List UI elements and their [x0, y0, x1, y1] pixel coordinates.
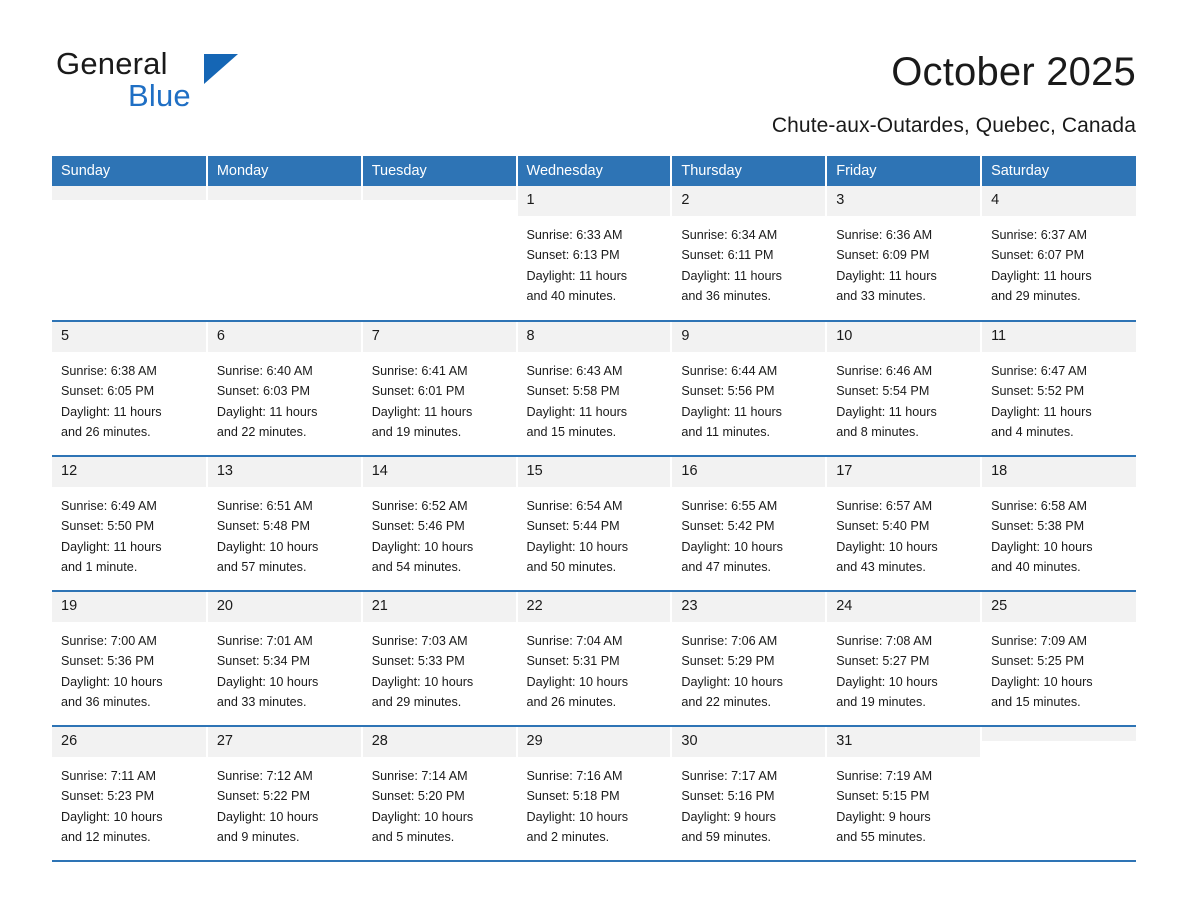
day-detail-line: Sunrise: 6:33 AM — [526, 227, 623, 242]
calendar-day-cell — [826, 456, 981, 591]
calendar-day-cell — [207, 726, 362, 861]
day-detail-line: and 40 minutes. — [991, 560, 1081, 575]
day-detail-line: Sunset: 5:52 PM — [991, 384, 1085, 399]
day-detail-line: Daylight: 10 hours — [681, 674, 783, 689]
day-detail-line: Sunrise: 6:51 AM — [216, 498, 313, 513]
weekday-header-row — [52, 156, 1136, 186]
calendar-day-cell — [981, 456, 1136, 591]
day-detail-line: Sunrise: 6:43 AM — [526, 363, 623, 378]
day-detail-line: and 19 minutes. — [836, 695, 926, 710]
calendar-day-cell — [826, 186, 981, 321]
day-detail-line: Sunrise: 6:52 AM — [371, 498, 468, 513]
calendar-day-cell — [207, 321, 362, 456]
calendar-cell-content — [672, 457, 825, 590]
day-detail-line: Sunset: 5:44 PM — [526, 519, 620, 534]
calendar-cell-content — [827, 457, 980, 590]
calendar-week-row — [52, 726, 1136, 861]
calendar-cell-content — [982, 727, 1136, 860]
day-number: 9 — [672, 322, 825, 352]
day-number: 26 — [52, 727, 206, 757]
day-detail-line: Daylight: 10 hours — [836, 674, 938, 689]
weekday-header-wednesday: Wednesday — [517, 156, 672, 186]
day-detail-line: Sunrise: 6:38 AM — [61, 363, 157, 378]
day-detail-line: and 50 minutes. — [526, 560, 617, 575]
day-detail-line: Sunrise: 6:37 AM — [991, 227, 1087, 242]
day-detail-line: Daylight: 10 hours — [991, 539, 1093, 554]
day-detail-line: Sunrise: 7:09 AM — [991, 633, 1087, 648]
day-detail-line: and 12 minutes. — [61, 830, 151, 845]
calendar-cell-content — [672, 727, 825, 860]
day-number — [363, 186, 516, 200]
calendar-day-cell — [207, 456, 362, 591]
day-detail-line: Sunset: 5:25 PM — [991, 654, 1085, 669]
day-details — [372, 766, 507, 848]
logo-text-blue: Blue — [128, 78, 191, 113]
day-number: 11 — [982, 322, 1136, 352]
day-detail-line: Sunrise: 6:49 AM — [61, 498, 157, 513]
day-detail-line: Daylight: 10 hours — [526, 809, 629, 824]
day-details — [527, 496, 662, 578]
calendar-day-cell — [981, 186, 1136, 321]
day-detail-line: Sunrise: 7:03 AM — [371, 633, 468, 648]
day-details — [61, 631, 197, 713]
calendar-body — [52, 186, 1136, 861]
day-details — [372, 631, 507, 713]
calendar-day-cell — [981, 321, 1136, 456]
day-detail-line: and 40 minutes. — [526, 289, 617, 304]
day-detail-line: and 43 minutes. — [836, 560, 926, 575]
day-detail-line: Sunrise: 7:14 AM — [371, 768, 468, 783]
day-detail-line: Daylight: 10 hours — [681, 539, 783, 554]
day-details — [61, 766, 197, 848]
calendar-cell-content — [208, 592, 361, 725]
day-detail-line: Daylight: 10 hours — [216, 539, 319, 554]
day-detail-line: Sunrise: 7:19 AM — [836, 768, 933, 783]
calendar-cell-empty — [52, 186, 207, 321]
day-number: 4 — [982, 186, 1136, 216]
calendar-day-cell — [362, 726, 517, 861]
day-number: 8 — [518, 322, 671, 352]
calendar-cell-content — [518, 457, 671, 590]
calendar-cell-content — [827, 186, 980, 320]
day-detail-line: Daylight: 10 hours — [61, 809, 163, 824]
day-number: 18 — [982, 457, 1136, 487]
day-number: 21 — [363, 592, 516, 622]
day-details — [991, 361, 1127, 443]
day-detail-line: Daylight: 10 hours — [371, 809, 474, 824]
day-details — [836, 225, 971, 307]
calendar-cell-empty — [362, 186, 517, 321]
day-detail-line: Sunset: 5:58 PM — [526, 384, 620, 399]
day-detail-line: Sunrise: 7:08 AM — [836, 633, 933, 648]
day-detail-line: and 29 minutes. — [991, 289, 1081, 304]
day-detail-line: Daylight: 11 hours — [61, 404, 162, 419]
day-detail-line: Sunrise: 6:36 AM — [836, 227, 933, 242]
day-number: 2 — [672, 186, 825, 216]
day-number: 6 — [208, 322, 361, 352]
day-detail-line: and 15 minutes. — [526, 425, 617, 440]
calendar-cell-content — [982, 592, 1136, 725]
day-number: 25 — [982, 592, 1136, 622]
day-detail-line: Sunset: 5:34 PM — [216, 654, 310, 669]
day-detail-line: and 22 minutes. — [216, 425, 307, 440]
calendar-cell-content — [827, 592, 980, 725]
page-header — [0, 0, 1188, 138]
day-detail-line: Sunset: 5:22 PM — [216, 789, 310, 804]
day-number: 17 — [827, 457, 980, 487]
day-detail-line: Daylight: 11 hours — [991, 268, 1092, 283]
day-detail-line: Daylight: 11 hours — [371, 404, 473, 419]
day-details — [836, 766, 971, 848]
title-block — [772, 48, 1136, 138]
calendar-cell-content — [518, 727, 671, 860]
day-detail-line: Sunrise: 6:58 AM — [991, 498, 1087, 513]
day-number: 31 — [827, 727, 980, 757]
day-detail-line: and 15 minutes. — [991, 695, 1081, 710]
day-details — [217, 766, 352, 848]
day-details — [527, 631, 662, 713]
day-detail-line: Sunset: 5:50 PM — [61, 519, 155, 534]
calendar-cell-empty — [207, 186, 362, 321]
day-number: 20 — [208, 592, 361, 622]
day-number: 24 — [827, 592, 980, 622]
day-detail-line: and 26 minutes. — [61, 425, 151, 440]
calendar-cell-content — [363, 592, 516, 725]
day-detail-line: Sunset: 5:40 PM — [836, 519, 930, 534]
day-details — [61, 361, 197, 443]
day-details — [527, 225, 662, 307]
day-number: 12 — [52, 457, 206, 487]
day-details — [61, 496, 197, 578]
day-detail-line: Sunset: 6:09 PM — [836, 248, 930, 263]
logo-triangle-icon — [204, 54, 238, 84]
day-number: 23 — [672, 592, 825, 622]
day-detail-line: Sunrise: 6:40 AM — [216, 363, 313, 378]
day-details — [372, 361, 507, 443]
calendar-day-cell — [362, 591, 517, 726]
day-number: 13 — [208, 457, 361, 487]
calendar-cell-content — [518, 322, 671, 455]
day-detail-line: Sunset: 6:01 PM — [371, 384, 465, 399]
day-detail-line: Sunset: 5:33 PM — [371, 654, 465, 669]
day-detail-line: Daylight: 11 hours — [526, 268, 628, 283]
day-detail-line: Daylight: 11 hours — [526, 404, 628, 419]
calendar-cell-content — [208, 727, 361, 860]
calendar-day-cell — [671, 321, 826, 456]
day-detail-line: Daylight: 11 hours — [836, 268, 937, 283]
day-detail-line: and 5 minutes. — [371, 830, 455, 845]
day-number — [52, 186, 206, 200]
day-detail-line: Sunset: 5:27 PM — [836, 654, 930, 669]
calendar-cell-empty — [981, 726, 1136, 861]
day-detail-line: Sunset: 5:29 PM — [681, 654, 775, 669]
day-detail-line: Sunset: 5:20 PM — [371, 789, 465, 804]
day-detail-line: and 2 minutes. — [526, 830, 610, 845]
day-detail-line: and 47 minutes. — [681, 560, 771, 575]
calendar-day-cell — [826, 591, 981, 726]
day-details — [681, 496, 816, 578]
day-detail-line: Sunset: 5:15 PM — [836, 789, 930, 804]
weekday-header-saturday: Saturday — [981, 156, 1136, 186]
calendar-cell-content — [363, 186, 516, 320]
day-details — [991, 496, 1127, 578]
day-detail-line: and 36 minutes. — [681, 289, 771, 304]
calendar-cell-content — [52, 322, 206, 455]
calendar-day-cell — [517, 726, 672, 861]
calendar-cell-content — [363, 322, 516, 455]
day-details — [217, 631, 352, 713]
day-detail-line: Sunset: 6:03 PM — [216, 384, 310, 399]
day-detail-line: Daylight: 10 hours — [371, 539, 474, 554]
day-number — [982, 727, 1136, 741]
day-number: 3 — [827, 186, 980, 216]
day-number: 19 — [52, 592, 206, 622]
day-detail-line: Daylight: 9 hours — [836, 809, 931, 824]
day-detail-line: Sunset: 5:46 PM — [371, 519, 465, 534]
day-detail-line: Sunrise: 7:17 AM — [681, 768, 778, 783]
day-detail-line: and 19 minutes. — [371, 425, 462, 440]
calendar-cell-content — [52, 186, 206, 320]
day-detail-line: Sunset: 5:31 PM — [526, 654, 620, 669]
calendar-day-cell — [826, 321, 981, 456]
day-details — [991, 631, 1127, 713]
day-details — [681, 631, 816, 713]
day-detail-line: Sunrise: 6:41 AM — [371, 363, 468, 378]
day-number: 28 — [363, 727, 516, 757]
day-detail-line: Daylight: 10 hours — [216, 674, 319, 689]
day-detail-line: Sunrise: 7:01 AM — [216, 633, 313, 648]
day-detail-line: Sunrise: 6:54 AM — [526, 498, 623, 513]
day-detail-line: Sunset: 5:48 PM — [216, 519, 310, 534]
calendar-cell-content — [52, 592, 206, 725]
day-detail-line: Sunset: 5:23 PM — [61, 789, 155, 804]
day-number: 29 — [518, 727, 671, 757]
day-details — [991, 225, 1127, 307]
calendar-cell-content — [672, 322, 825, 455]
day-detail-line: Sunset: 6:11 PM — [681, 248, 774, 263]
day-detail-line: Sunrise: 6:46 AM — [836, 363, 933, 378]
day-detail-line: and 36 minutes. — [61, 695, 151, 710]
weekday-header-sunday: Sunday — [52, 156, 207, 186]
day-detail-line: Daylight: 11 hours — [836, 404, 937, 419]
day-details — [527, 361, 662, 443]
day-detail-line: Sunrise: 6:47 AM — [991, 363, 1087, 378]
calendar-cell-content — [982, 457, 1136, 590]
day-detail-line: Daylight: 11 hours — [216, 404, 318, 419]
calendar-day-cell — [517, 186, 672, 321]
day-details — [836, 631, 971, 713]
day-detail-line: Daylight: 10 hours — [836, 539, 938, 554]
day-detail-line: Sunset: 5:18 PM — [526, 789, 620, 804]
day-detail-line: and 22 minutes. — [681, 695, 771, 710]
calendar-day-cell — [517, 591, 672, 726]
calendar-cell-content — [672, 186, 825, 320]
calendar-day-cell — [207, 591, 362, 726]
page-title: October 2025 — [891, 50, 1136, 94]
day-details — [681, 225, 816, 307]
day-detail-line: and 29 minutes. — [371, 695, 462, 710]
calendar-day-cell — [671, 591, 826, 726]
day-number: 15 — [518, 457, 671, 487]
calendar-cell-content — [982, 186, 1136, 320]
day-number: 16 — [672, 457, 825, 487]
calendar-day-cell — [52, 726, 207, 861]
day-detail-line: Daylight: 10 hours — [216, 809, 319, 824]
day-details — [836, 361, 971, 443]
day-detail-line: Daylight: 10 hours — [526, 539, 629, 554]
day-details — [217, 496, 352, 578]
weekday-header-friday: Friday — [826, 156, 981, 186]
weekday-header-thursday: Thursday — [671, 156, 826, 186]
day-detail-line: Daylight: 10 hours — [371, 674, 474, 689]
day-detail-line: Sunrise: 6:44 AM — [681, 363, 778, 378]
calendar-day-cell — [981, 591, 1136, 726]
day-detail-line: Daylight: 9 hours — [681, 809, 776, 824]
calendar-day-cell — [826, 726, 981, 861]
day-details — [372, 496, 507, 578]
day-detail-line: Daylight: 10 hours — [61, 674, 163, 689]
calendar-day-cell — [52, 321, 207, 456]
day-detail-line: Daylight: 11 hours — [61, 539, 162, 554]
day-detail-line: Sunrise: 7:16 AM — [526, 768, 623, 783]
day-detail-line: Sunset: 6:13 PM — [526, 248, 620, 263]
day-detail-line: Daylight: 10 hours — [991, 674, 1093, 689]
calendar-cell-content — [518, 186, 671, 320]
calendar-cell-content — [982, 322, 1136, 455]
day-details — [681, 361, 816, 443]
day-detail-line: and 4 minutes. — [991, 425, 1074, 440]
calendar-cell-content — [827, 727, 980, 860]
calendar-day-cell — [517, 321, 672, 456]
logo-text-general: General — [56, 46, 168, 81]
day-detail-line: and 33 minutes. — [216, 695, 307, 710]
day-detail-line: Sunrise: 7:04 AM — [526, 633, 623, 648]
day-detail-line: Sunset: 5:42 PM — [681, 519, 775, 534]
day-detail-line: Daylight: 11 hours — [681, 268, 782, 283]
calendar-day-cell — [362, 456, 517, 591]
calendar-cell-content — [363, 457, 516, 590]
calendar-cell-content — [52, 457, 206, 590]
day-detail-line: Sunrise: 7:06 AM — [681, 633, 778, 648]
day-detail-line: and 11 minutes. — [681, 425, 771, 440]
calendar-day-cell — [517, 456, 672, 591]
calendar-cell-content — [827, 322, 980, 455]
day-detail-line: Sunset: 5:54 PM — [836, 384, 930, 399]
day-detail-line: and 8 minutes. — [836, 425, 919, 440]
day-number: 22 — [518, 592, 671, 622]
calendar-week-row — [52, 456, 1136, 591]
day-detail-line: and 9 minutes. — [216, 830, 300, 845]
calendar-cell-content — [208, 322, 361, 455]
calendar-day-cell — [671, 456, 826, 591]
location-subtitle: Chute-aux-Outardes, Quebec, Canada — [771, 114, 1136, 137]
day-detail-line: Sunrise: 7:12 AM — [216, 768, 313, 783]
day-number — [208, 186, 361, 200]
day-detail-line: and 33 minutes. — [836, 289, 926, 304]
day-detail-line: and 54 minutes. — [371, 560, 462, 575]
day-detail-line: Daylight: 11 hours — [991, 404, 1092, 419]
day-detail-line: Sunrise: 6:34 AM — [681, 227, 778, 242]
calendar-day-cell — [362, 321, 517, 456]
calendar-week-row — [52, 186, 1136, 321]
day-detail-line: Sunset: 5:16 PM — [681, 789, 775, 804]
day-detail-line: and 1 minute. — [61, 560, 138, 575]
day-detail-line: Sunrise: 6:55 AM — [681, 498, 778, 513]
day-detail-line: and 57 minutes. — [216, 560, 307, 575]
day-number: 1 — [518, 186, 671, 216]
day-detail-line: Sunrise: 7:11 AM — [61, 768, 156, 783]
day-detail-line: Sunset: 6:05 PM — [61, 384, 155, 399]
calendar-week-row — [52, 591, 1136, 726]
day-number: 27 — [208, 727, 361, 757]
day-detail-line: and 55 minutes. — [836, 830, 926, 845]
weekday-header-monday: Monday — [207, 156, 362, 186]
calendar-cell-content — [52, 727, 206, 860]
day-detail-line: Sunset: 5:56 PM — [681, 384, 775, 399]
day-detail-line: Daylight: 11 hours — [681, 404, 782, 419]
day-details — [217, 361, 352, 443]
day-number: 14 — [363, 457, 516, 487]
calendar-cell-content — [208, 186, 361, 320]
calendar-cell-content — [518, 592, 671, 725]
day-number: 30 — [672, 727, 825, 757]
calendar-cell-content — [208, 457, 361, 590]
calendar-day-cell — [671, 726, 826, 861]
day-number: 5 — [52, 322, 206, 352]
day-detail-line: Sunset: 5:36 PM — [61, 654, 155, 669]
day-number: 7 — [363, 322, 516, 352]
day-details — [681, 766, 816, 848]
calendar-day-cell — [52, 456, 207, 591]
day-detail-line: Sunrise: 6:57 AM — [836, 498, 933, 513]
day-detail-line: Daylight: 10 hours — [526, 674, 629, 689]
sunrise-sunset-calendar-table — [52, 156, 1136, 862]
day-detail-line: Sunset: 6:07 PM — [991, 248, 1085, 263]
day-details — [527, 766, 662, 848]
calendar-cell-content — [672, 592, 825, 725]
calendar-week-row — [52, 321, 1136, 456]
day-detail-line: Sunset: 5:38 PM — [991, 519, 1085, 534]
calendar-day-cell — [52, 591, 207, 726]
weekday-header-tuesday: Tuesday — [362, 156, 517, 186]
day-detail-line: Sunrise: 7:00 AM — [61, 633, 157, 648]
day-details — [836, 496, 971, 578]
day-detail-line: and 26 minutes. — [526, 695, 617, 710]
day-number: 10 — [827, 322, 980, 352]
general-blue-logo — [56, 48, 256, 118]
day-detail-line: and 59 minutes. — [681, 830, 771, 845]
calendar-day-cell — [671, 186, 826, 321]
calendar-cell-content — [363, 727, 516, 860]
